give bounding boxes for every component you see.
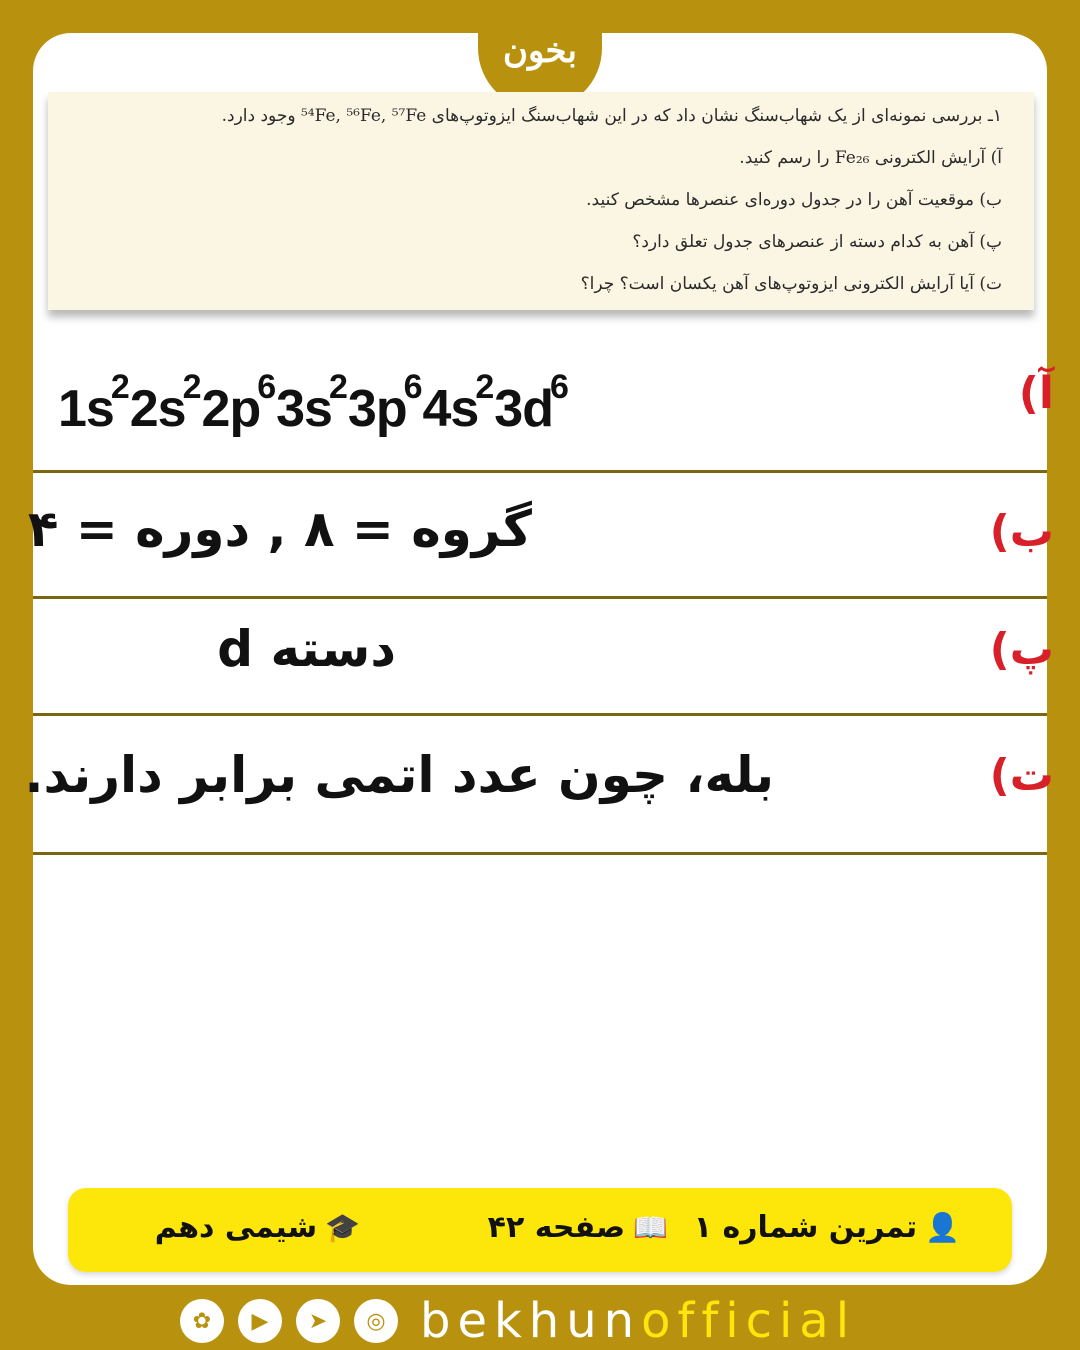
config-orbital: 1s	[58, 380, 114, 438]
question-box	[48, 92, 1034, 310]
answer-b-label: ب)	[989, 506, 1054, 557]
question-part-t: ت) آیا آرایش الکترونی ایزوتوپ‌های آهن یکسان است؟ چرا؟	[580, 274, 1002, 294]
question-part-p: پ) آهن به کدام دسته از عنصرهای جدول تعلق دارد؟	[632, 232, 1002, 252]
telegram-icon[interactable]: ➤	[296, 1299, 340, 1343]
config-electron-count: 2	[475, 368, 494, 406]
aparat-icon[interactable]: ✿	[180, 1299, 224, 1343]
config-term	[129, 368, 202, 438]
question-stem: ۱ـ بررسی نمونه‌ای از یک شهاب‌سنگ نشان داد که در این شهاب‌سنگ ایزوتوپ‌های ‎⁵⁴Fe, ⁵⁶Fe, ⁵⁷Fe‎ وجود دارد.	[221, 106, 1002, 126]
config-electron-count: 2	[182, 368, 201, 406]
row-divider	[33, 596, 1047, 599]
answer-b-text: گروه = ۸ , دوره = ۴	[27, 500, 532, 558]
page-info	[488, 1210, 668, 1245]
open-book-icon: 📖	[633, 1211, 668, 1244]
logo-text: بخون	[503, 31, 577, 71]
question-part-b: ب) موقعیت آهن را در جدول دوره‌ای عنصرها مشخص کنید.	[586, 190, 1002, 210]
info-bar	[68, 1188, 1012, 1272]
subject-info	[155, 1210, 360, 1245]
exercise-info	[694, 1210, 960, 1245]
config-electron-count: 6	[549, 368, 568, 406]
answer-p-label: پ)	[989, 624, 1054, 675]
config-term	[422, 368, 495, 438]
config-orbital: 3p	[347, 380, 407, 438]
electron-configuration	[58, 368, 569, 439]
config-orbital: 3d	[494, 380, 553, 438]
question-part-a: آ) آرایش الکترونی ‎Fe₂₆‎ را رسم کنید.	[739, 148, 1002, 168]
bekhun-logo	[486, 8, 594, 94]
row-divider	[33, 713, 1047, 716]
youtube-icon[interactable]: ▶	[238, 1299, 282, 1343]
instagram-icon[interactable]: ◎	[354, 1299, 398, 1343]
config-orbital: 4s	[422, 380, 479, 438]
config-electron-count: 2	[328, 368, 347, 406]
config-electron-count: 6	[257, 368, 276, 406]
row-divider	[33, 470, 1047, 473]
config-term	[494, 368, 569, 438]
teacher-icon: 👤	[925, 1211, 960, 1244]
config-electron-count: 6	[403, 368, 422, 406]
config-orbital: 2s	[129, 380, 186, 438]
answer-t-label: ت)	[989, 750, 1054, 801]
exercise-text: تمرین شماره ۱	[693, 1210, 918, 1245]
config-term	[276, 368, 348, 438]
config-electron-count: 2	[110, 368, 129, 406]
answer-p-text: دسته d	[217, 620, 396, 678]
row-divider	[33, 852, 1047, 855]
brand-name: bekhun	[420, 1293, 642, 1349]
page-text: صفحه ۴۲	[487, 1210, 626, 1245]
brand-suffix: official	[641, 1293, 857, 1349]
config-orbital: 2p	[201, 380, 261, 438]
answer-a-label: آ)	[1018, 368, 1054, 419]
social-footer	[180, 1293, 857, 1349]
config-orbital: 3s	[276, 380, 332, 438]
config-term	[347, 368, 423, 438]
graduation-cap-icon: 🎓	[325, 1211, 360, 1244]
answer-t-text: بله، چون عدد اتمی برابر دارند.	[24, 746, 774, 804]
subject-text: شیمی دهم	[154, 1210, 318, 1245]
config-term	[201, 368, 277, 438]
config-term	[58, 368, 130, 438]
